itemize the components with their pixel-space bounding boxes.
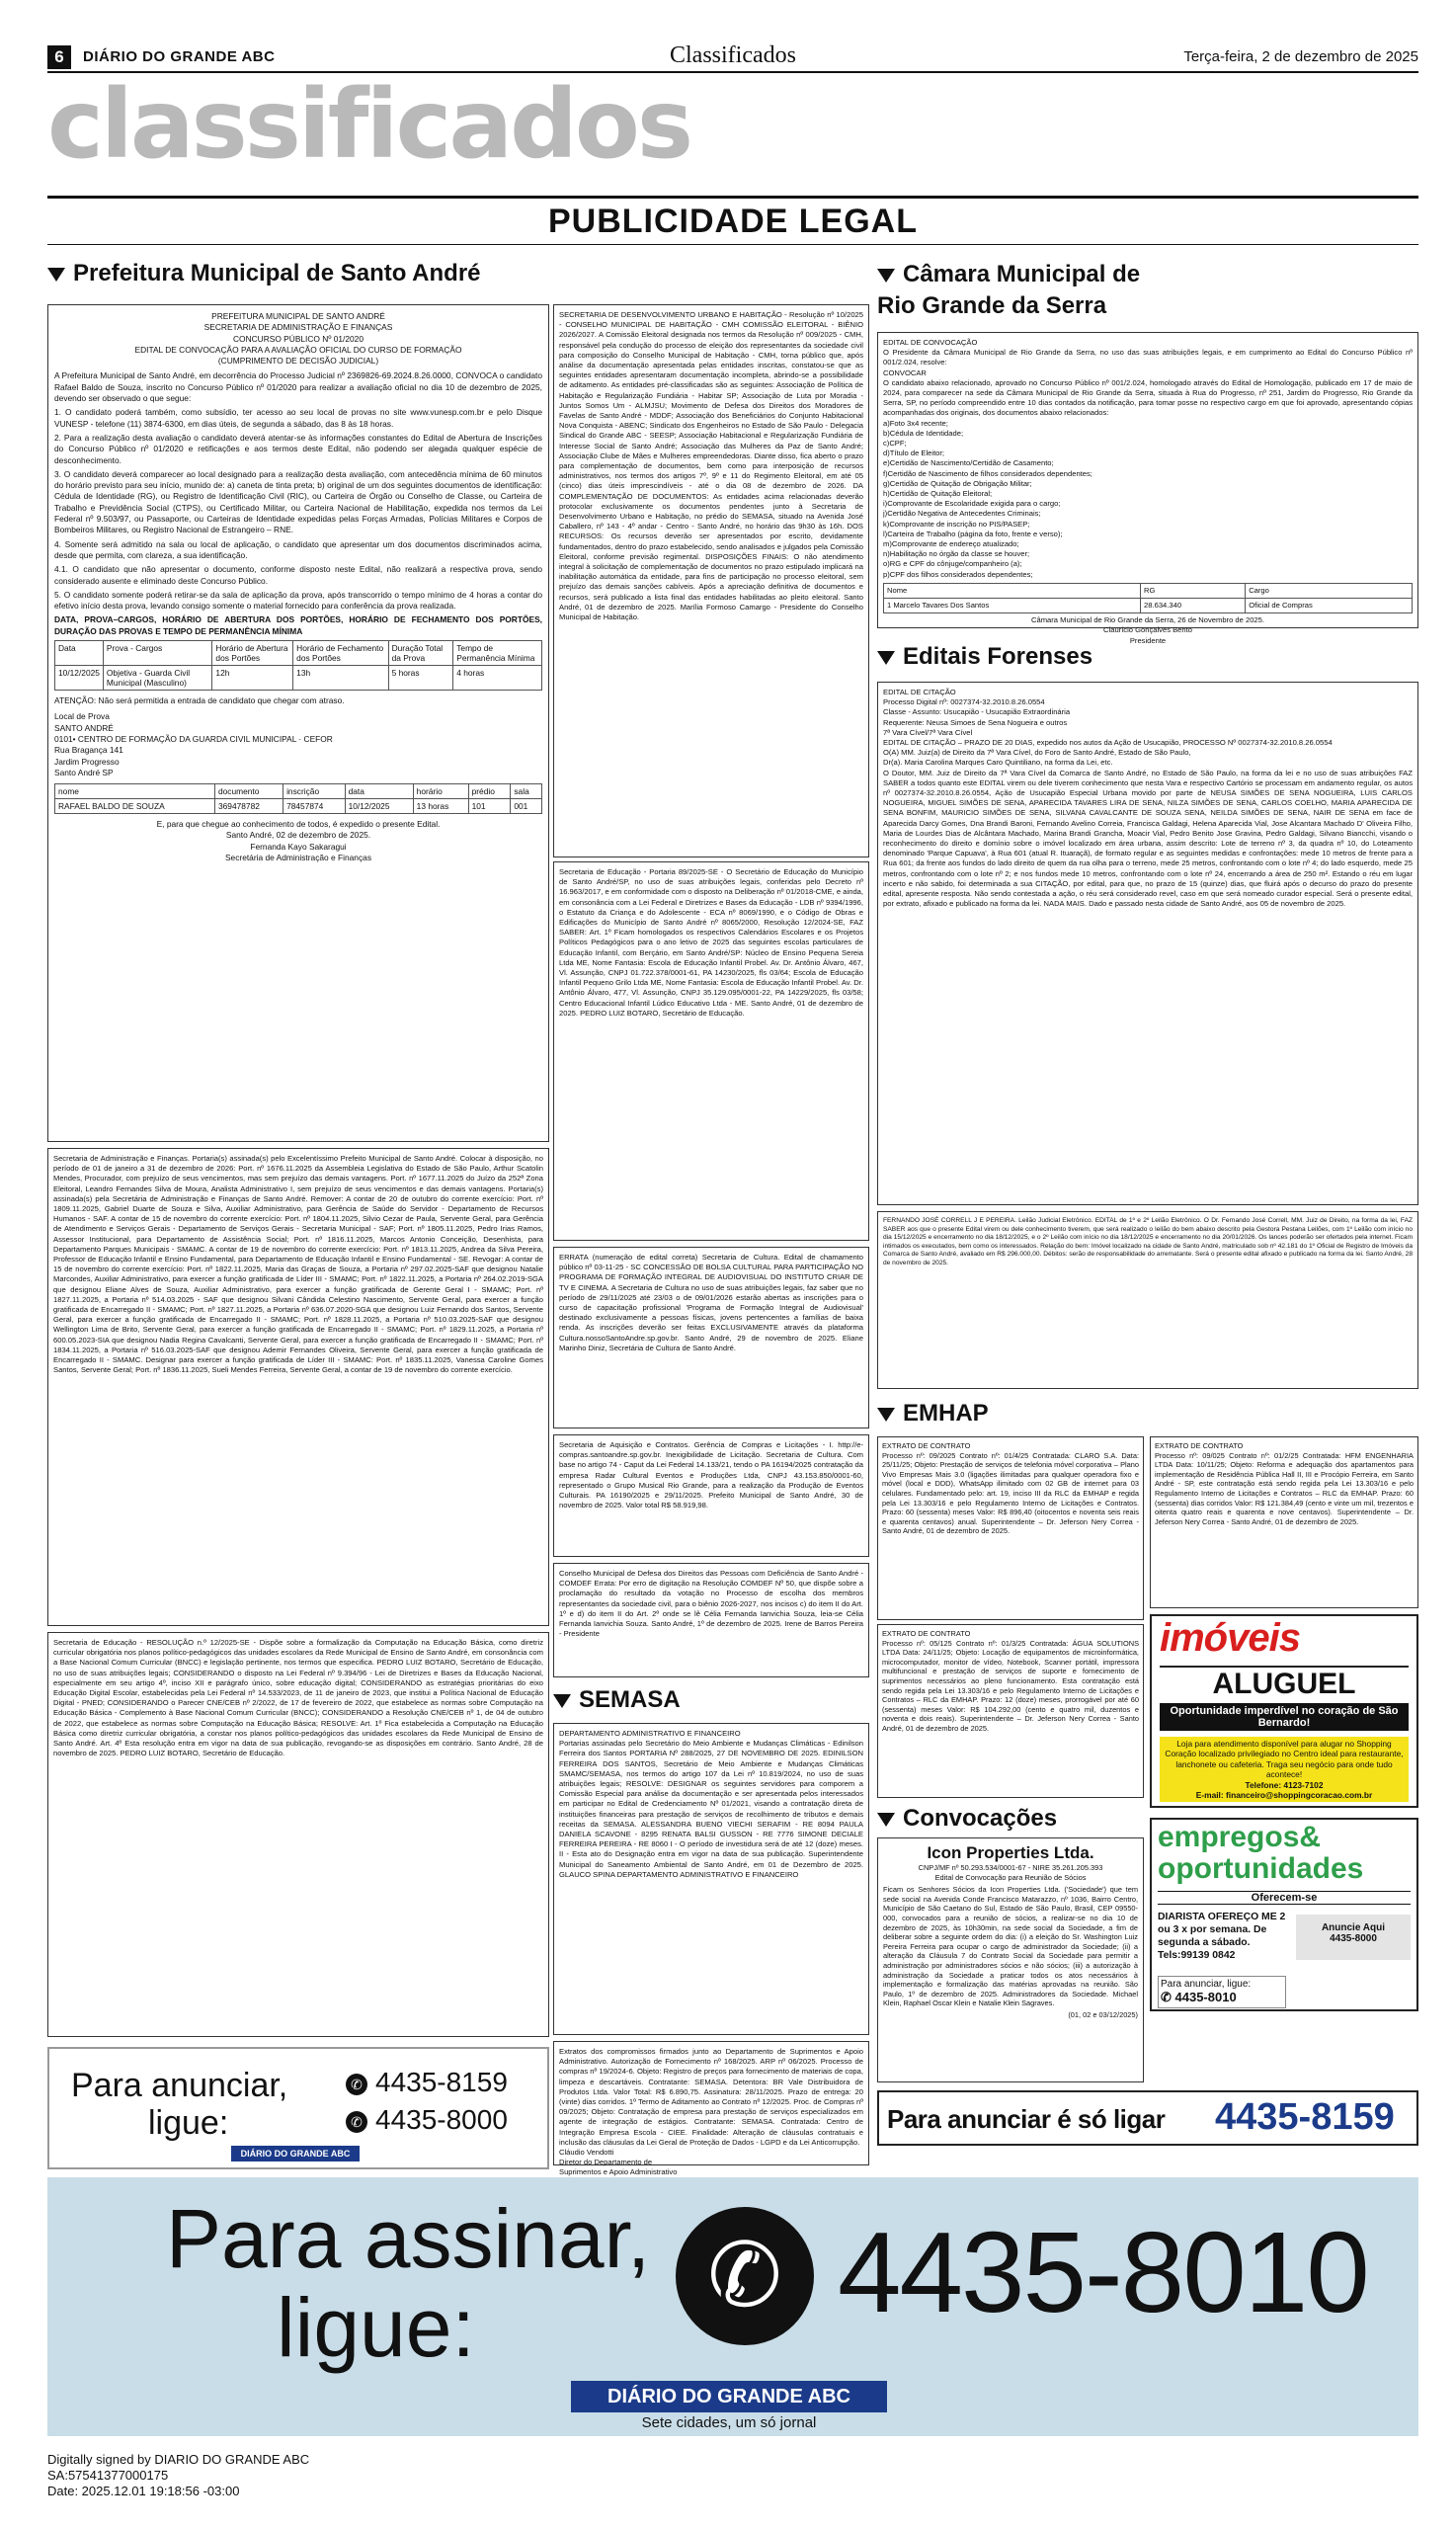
- table-cell: 78457874: [283, 799, 346, 814]
- emhap-contract-1: EXTRATO DE CONTRATO Processo nº: 09/2025 Contrato nº: 01/4/25 Contratada: CLARO S.A. Data: 25/11/25; Objeto: Prestação de serviços de telefonia móvel corporativa – Plano Vivo Empresas Mais 3.0 (ligações ilimitadas para qualquer operadora fixo e móvel (local e DDD), WhatsApp ilimitado com 02 GB de internet para 03 celulares. Fundamentado pelo: art. 19, inciso III da RLC da EMHAP e regida pela Lei 13.303/16 e pelo Regulamento Interno de Licitações e Contratos. Prazo: 60 (sessenta) meses Valor: R$ 896,40 (oitocentos e noventa seis reais e quarenta centavos) anual. Superintendente – Dr. Jeferson Nery Correa - Santo André, 01 de dezembro de 2025.: [877, 1436, 1144, 1620]
- bar-text: Para anunciar é só ligar: [887, 2104, 1166, 2134]
- table-header: horário: [413, 784, 468, 799]
- dga-slogan: Sete cidades, um só jornal: [641, 2414, 817, 2431]
- atencao-note: ATENÇÃO: Não será permitida a entrada de candidato que chegar com atraso.: [54, 695, 345, 706]
- edital-paragraph: A Prefeitura Municipal de Santo André, em decorrência do Processo Judicial nº 2369826-69.2024.8.26.0000, CONVOCA o candidato Rafael Baldo de Souza, inscrito no Concurso Público nº 01/2020 para realizar a avaliação oficial no dia 10 de dezembro de 2025, devendo ser observado o que segue:: [54, 370, 542, 404]
- phone-icon: ✆: [1161, 1990, 1175, 2004]
- table-cell: RAFAEL BALDO DE SOUZA: [55, 799, 215, 814]
- rgs-heading-line: Rio Grande da Serra: [877, 292, 1107, 319]
- anuncie-aqui-box: [1296, 1915, 1411, 1960]
- empregos-ad: [1150, 1818, 1418, 2011]
- edital-paragraph: 4.1. O candidato que não apresentar o documento, conforme disposto neste Edital, não realizará a respectiva prova, sendo considerado ausente e eliminado deste Concurso Público.: [54, 564, 542, 586]
- edital-leilao-box: FERNANDO JOSÉ CORRELL J E PEREIRA. Leilão Judicial Eletrônico. EDITAL de 1º e 2º Leilão Eletrônico. O Dr. Fernando José Correll, MM. Juiz de Direito, na forma da lei, FAZ SABER aos que o presente Edital virem ou dele conhecimento tiverem, que será realizado o leilão do bem abaixo descrito pela Gestora Pestana Leilões, com 1º Leilão com início no dia 15/12/2025 e encerramento no dia 18/12/2025, e o 2º Leilão com início no dia 18/12/2025 e encerramento no dia 20/01/2026. Os lances poderão ser ofertados pela internet. Ficam intimados os executados, bem como os interessados. Relação do bem: Imóvel localizado na cidade de Santo André, matriculado sob nº 42.181 do 1º Oficial de Registro de Imóveis da Comarca de Santo André, avaliado em R$ 296.000,00. Débitos: serão de responsabilidade do arrematante. Será o presente edital afixado e publicado na forma da lei. Santo André, 28 de novembro de 2025.: [877, 1211, 1418, 1389]
- table-header: Data: [55, 641, 104, 666]
- triangle-icon: [47, 268, 65, 282]
- assinar-ad: [47, 2177, 1418, 2436]
- santo-andre-heading: [47, 259, 561, 288]
- table-cell: 101: [468, 799, 511, 814]
- anuncie-aqui-label: Anuncie Aqui: [1321, 1922, 1386, 1933]
- rgs-signature: Câmara Municipal de Rio Grande da Serra, 26 de Novembro de 2025. Claurício Gonçalves Bento Presidente: [1031, 615, 1264, 645]
- digital-signature: Digitally signed by DIARIO DO GRANDE ABC SA:57541377000175 Date: 2025.12.01 19:18:56 -03:00: [47, 2452, 310, 2498]
- imoveis-ad: [1150, 1614, 1418, 1808]
- triangle-icon: [877, 1408, 895, 1422]
- emhap-contract-3: EXTRATO DE CONTRATO Processo nº: 05/125 Contrato nº: 01/3/25 Contratada: ÁGUA SOLUTIONS LTDA Data: 24/11/25; Objeto: Locação de equipamentos de microinformática, microcomputador, monitor de vídeo, Notebook, Scanner portátil, impressora multifuncional e prestação de serviços de suporte e fornecimento de suprimentos necessários ao pleno funcionamento. Esta contratação está sendo regida pela Lei 13.303/16 e pelo Regulamento Interno de Licitações e Contratos – RLC da EMHAP. Prazo: 12 (doze) meses, prorrogável por até 60 (sessenta) meses Valor: R$ 104.292,00 (cento e quatro mil, duzentos e noventa e dois reais). Superintendente – Dr. Jeferson Nery Correa - Santo André, 01 de dezembro de 2025.: [877, 1624, 1144, 1798]
- issue-date: Terça-feira, 2 de dezembro de 2025: [1183, 48, 1418, 65]
- rgs-edital-box: [877, 332, 1418, 645]
- ad-text-line: Para anunciar,: [71, 2067, 288, 2104]
- table-header: Horário de Abertura dos Portões: [212, 641, 293, 666]
- licitacao-box: Secretaria de Aquisição e Contratos. Gerência de Compras e Licitações - I. http://e-compras.santoandre.sp.gov.br. Inexigibilidade de Licitação. Secretaria de Cultura. Com base no artigo 74 - Caput da Lei Federal 14.133/21, tendo o PA 16194/2025 contratação da empresa Radar Cultural Eventos e Produções Ltda, CNPJ 43.153.850/0001-60, representado o Grupo Musical Rio Grande, para a realização da Produção de Eventos Culturais. PA 16190/2025 e 29/11/2025. Prefeito Municipal de Santo André, 30 de novembro de 2025. Valor total R$ 58.919,98.: [553, 1434, 869, 1557]
- convocacoes-heading-text: Convocações: [903, 1805, 1058, 1832]
- section-banner: PUBLICIDADE LEGAL: [47, 196, 1418, 245]
- table-cell: 1 Marcelo Tavares Dos Santos: [884, 599, 1141, 613]
- errata-cultura-box: ERRATA (numeração de edital correta) Secretaria de Cultura. Edital de chamamento público nº 03-11-25 - SC CONCESSÃO DE BOLSA CULTURAL PARA PARTICIPAÇÃO NO PROGRAMA DE FORMAÇÃO INTEGRAL DE AUDIOVISUAL DO INSTITUTO CRIAR DE TV E CINEMA. A Secretaria de Cultura no uso de suas atribuições legais, faz saber que no período de 29/11/2025 até 23/03 o de 09/01/2026 estarão abertas as inscrições para o curso de capacitação profissional 'Programa de Formação Integral de Audiovisual' destinado exclusivamente a pessoas físicas, jovens pertencentes a famílias de baixa renda. As inscrições deverão ser feitas EXCLUSIVAMENTE através da plataforma Cultura.nossoSantoAndre.sp.gov.br. Santo André, 29 de novembro de 2025. Eliane Marinho Diniz, Secretária de Cultura de Santo André.: [553, 1247, 869, 1428]
- table-cell: 5 horas: [388, 666, 453, 691]
- imoveis-label: imóveis: [1160, 1616, 1300, 1660]
- publication-dates: (01, 02 e 03/12/2025): [1068, 2009, 1138, 2019]
- assinar-line: Para assinar,: [166, 2192, 651, 2285]
- section-name: Classificados: [670, 42, 796, 68]
- table-header: documento: [214, 784, 283, 799]
- phone-icon: ✆: [346, 2111, 367, 2133]
- table-cell: 4 horas: [453, 666, 542, 691]
- rgs-heading: [877, 259, 1418, 322]
- company-name: Icon Properties Ltda.: [927, 1843, 1094, 1862]
- aluguel-label: ALUGUEL: [1160, 1666, 1409, 1701]
- bar-phone: 4435-8159: [1215, 2096, 1395, 2138]
- table-cell: 10/12/2025: [55, 666, 104, 691]
- table-cell: 10/12/2025: [345, 799, 413, 814]
- emhap-contract-2: EXTRATO DE CONTRATO Processo nº: 09/025 Contrato nº: 01/2/25 Contratada: HFM ENGENHARIA LTDA Data: 10/11/25; Objeto: Reforma e adequação dos apartamentos para implementação de Residência Pública Hall II, III e Procópio Ferreira, em Santo André - SP, este contratação está sendo regida pela Lei 13.303/16 e pelo Regulamento Interno de Licitações e Contratos – RLC da EMHAP. Prazo: 60 (sessenta) dias corridos Valor: R$ 121.384,49 (cento e vinte um mil, trezentos e oitenta quatro reais e quarenta e nove centavos). Superintendente – Dr. Jeferson Nery Correa - Santo André, 01 de dezembro de 2025.: [1150, 1436, 1418, 1608]
- assinar-phone: 4435-8010: [838, 2208, 1368, 2336]
- anuncie-aqui-phone: 4435-8000: [1330, 1933, 1377, 1944]
- edital-citacao-box: EDITAL DE CITAÇÃO Processo Digital nº: 0027374-32.2010.8.26.0554 Classe - Assunto: Usucapião - Usucapião Extraordinária Requerente: Neusa Simoes de Sena Nogueira e outros 7ª Vara Cível/7ª Vara Cível EDITAL DE CITAÇÃO – PRAZO DE 20 DIAS, expedido nos autos da Ação de Usucapião, PROCESSO Nº 0027374-32.2010.8.26.0554 O(A) MM. Juiz(a) de Direito da 7ª Vara Cível, do Foro de Santo André, Estado de São Paulo, Dr(a). Maria Carolina Marques Caro Quintiliano, na forma da Lei, etc. O Doutor, MM. Juiz de Direito da 7ª Vara Cível da Comarca de Santo André, no Estado de São Paulo, na forma da lei e no uso de suas atribuições FAZ SABER a todos quanto este EDITAL virem ou dele tiverem conhecimento que nesta Vara e respectivo Cartório se processam em andamento regular, os autos nº 0027374-32.2010.8.26.0554, Ação de Usucapião Especial Urbana movido por parte de NEUSA SIMÕES DE SENA NOGUEIRA, LUIS CARLOS NOGUEIRA, MIGUEL SIMÕES DE SENA, APARECIDA TAVARES LIRA DE SENA, NILZA SIMÕES DE SENA, CARLOS COELHO, MARIA APARECIDA DE SENA BONFIM, MAURICIO SIMÕES DE SENA, SILVANA CAVALCANTE DE SOUZA SENA, NEILDA SIMÕES DE SENA, NAIR DE SENA em face de Aparecida Darcy Gomes, Dna Brandi Baroni, Fernando Avelino Correia, Francisca Galdagi, Helena Aparecida Vial, Jose Alcantara Machado D' Oliveira Filho, Maria de Lourdes Dias de Alcântara Machado, Marina Brandi Grancha, Moacir Vial, Pedro Benito Jose Gravina, Pedro Galdagi, Silvano Biancchi, visando o reconhecimento do direito e domínio sobre o imóvel localizado em área urbana, assim descrito: Lote de terreno nº 3, da quadra nº 10, do Loteamento denominado 'Parque Capuava', à Rua 601 (atual R. Ituaraçã), de formato regular e as seguintes medidas e confrontações: mede 10 metros de frente para a Rua 601; da frente aos fundos do lado direito de quem da rua olha para o terreno, mede 25 metros, confrontando com o lote nº 4; do lado esquerdo, mede 25 metros, confrontando com o lote nº 2; e nos fundos mede 10 metros, confrontando com o lote nº 24, encerrando a área de 250 m². Estando o réu em lugar incerto e não sabido, foi determinada a sua CITAÇÃO, por edital, para que, no prazo de 15 (quinze) dias, que fluirá após o decurso do prazo do presente edital, apresente resposta. Não sendo contestada a ação, o réu será considerado revel, caso em que será nomeado curador especial. Será o presente edital, por extrato, afixado e publicado na forma da lei. NADA MAIS. Dado e passado nesta cidade de Santo André, aos 05 de novembro de 2025.: [877, 682, 1418, 1205]
- loja-email: E-mail: financeiro@shoppingcoracao.com.br: [1195, 1790, 1373, 1801]
- newspaper-name: DIÁRIO DO GRANDE ABC: [83, 48, 276, 65]
- santo-andre-heading-text: Prefeitura Municipal de Santo André: [73, 260, 481, 286]
- habitacao-box: SECRETARIA DE DESENVOLVIMENTO URBANO E HABITAÇÃO - Resolução nº 10/2025 - CONSELHO MUNICIPAL DE HABITAÇÃO - CMH COMISSÃO ELEITORAL - BIÊNIO 2026/2027. A Comissão Eleitoral designada nos termos da Resolução nº 009/2025 - CMH, responsável pela condução do processo de eleição dos representantes da sociedade civil para composição do Conselho Municipal de Habitação - CMH, torna público que, após análise da documentação apresentada pelas entidades inscritas, constatou-se que as seguintes entidades apresentaram documentação incompleta, abrindo-se a possibilidade de aditamento. As entidades pré-classificadas são as seguintes: Associação de Política de Habitação e Regularização Fundiária - Habitar SP; Associação de Luta por Moradia - Juntos Somos Um - ALMJSU; Movimento de Defesa dos Direitos dos Moradores de Favelas de Santo André - MDDF; Associação dos Beneficiários do Conjunto Habitacional Nova Conquista - ABENC; Sindicato dos Engenheiros no Estado de São Paulo - Delegacia Sindical do Grande ABC - SEESP; Associação Habitacional e Regularização Fundiária de Interesse Social de Santo André; Associação das Mulheres da Paz de Santo André; Associação Clube de Mães e Mulheres empreendedoras. Diante disso, fica aberto o prazo para complementação de documentos, bem como para interposição de recursos administrativos, nos termos dos artigos 7º, 9º e 11 do Regimento Eleitoral, em até 05 (cinco) dias úteis imprescindíveis - até o dia 08 de dezembro de 2026. DA COMPLEMENTAÇÃO DE DOCUMENTOS: As entidades acima relacionadas deverão protocolar exclusivamente os documentos pendentes junto à Secretaria de Desenvolvimento Urbano e Habitação, no prédio do SEMASA, situado na Avenida José Caballero, nº 143 - 4º andar - Centro - Santo André, no horário das 9h30 às 16h. DOS RECURSOS: Os recursos deverão ser apresentados por escrito, devidamente fundamentados, dentro do prazo estabelecido, sendo analisados e julgados pela Comissão Eleitoral, conforme previsão regimental. DISPOSIÇÕES FINAIS: O não atendimento integral à solicitação de complementação de documentos no prazo estipulado implicará na inabilitação automática da entidade, para fins de participação no processo eleitoral, sem prejuízo das demais sanções cabíveis. Após a apreciação definitiva de documentos e recursos, será publicado a lista final das entidades habilitadas ao pleito eleitoral. Santo André, 01 de dezembro de 2025. Marília Formoso Camargo - Presidente do Conselho Municipal de Habitação.: [553, 304, 869, 857]
- oportunidade-banner: Oportunidade imperdível no coração de São Bernardo!: [1160, 1703, 1409, 1731]
- table-header: Prova - Cargos: [103, 641, 212, 666]
- semasa-heading: [553, 1685, 869, 1715]
- table-row: [884, 599, 1413, 613]
- edital-paragraph: 2. Para a realização desta avaliação o candidato deverá atentar-se às informações constantes do Edital de Abertura de Inscrições do Concurso Público nº 01/2020 e retificações e aos termos deste Edital, não podendo ser alegada qualquer espécie de desconhecimento.: [54, 432, 542, 465]
- loja-text: Loja para atendimento disponível para alugar no Shopping Coração localizado privilegiado no Centro ideal para restaurante, lanchonete ou cafeteria. Traga seu negócio para onde tudo acontece!: [1165, 1739, 1404, 1780]
- editais-forenses-heading: [877, 642, 1418, 672]
- table-header: nome: [55, 784, 215, 799]
- semasa-heading-text: SEMASA: [579, 1686, 681, 1713]
- table-header: Nome: [884, 583, 1141, 598]
- ad-phone: 4435-8000: [375, 2104, 508, 2135]
- anunciar-bar-ad: [877, 2090, 1418, 2146]
- para-anunciar-small: [1158, 1976, 1286, 2008]
- ad-phone: 4435-8159: [375, 2067, 508, 2097]
- dga-logo: DIÁRIO DO GRANDE ABC: [571, 2381, 887, 2412]
- table-row: [55, 666, 542, 691]
- diarista-ad: DIARISTA OFEREÇO ME 2 ou 3 x por semana. De segunda a sábado. Tels:99139 0842: [1158, 1912, 1286, 1961]
- page-number: 6: [47, 45, 71, 69]
- convocacoes-heading: [877, 1804, 1144, 1834]
- phone-icon: ✆: [346, 2074, 367, 2095]
- edital-closing: E, para que chegue ao conhecimento de todos, é expedido o presente Edital. Santo André, 02 de dezembro de 2025. Fernanda Kayo Sakaragui Secretária de Administração e Finanças: [156, 819, 441, 862]
- candidate-table: [54, 783, 542, 814]
- table-cell: Objetiva - Guarda Civil Municipal (Masculino): [103, 666, 212, 691]
- educacao-resolucao-box: Secretaria de Educação - RESOLUÇÃO n.º 12/2025-SE - Dispõe sobre a formalização da Computação na Educação Básica, como diretriz curricular obrigatória nos planos político-pedagógicos das unidades escolares da Rede Municipal de Ensino de Santo André, em consonância com a Base Nacional Comum Curricular (BNCC) e legislação pertinente, nos termos que especifica. PEDRO LUIZ BOTARO, Secretário de Educação, no uso de suas atribuições legais; CONSIDERANDO o disposto na Lei Federal nº 9.394/96 - Lei de Diretrizes e Bases da Educação Nacional, especialmente em seu artigo 4º, inciso XII e parágrafo único, sobre educação digital; CONSIDERANDO as estratégias prioritárias do eixo Educação Digital Escolar, estabelecidas pela Lei Federal nº 14.533/2023, de 11 de janeiro de 2023, que institui a Política Nacional de Educação Digital - PNED; CONSIDERANDO o Parecer CNE/CEB nº 2/2022, de 17 de fevereiro de 2022, que estabelece as normas sobre Computação na Educação Básica - Complemento à Base Nacional Comum Curricular (BNCC); CONSIDERANDO a Resolução CNE/CEB nº 1, de 04 de outubro de 2022, que estabelece as normas sobre Computação na Educação Básica; RESOLVE: Art. 1º Fica estabelecida a Computação na Educação Básica como diretriz curricular obrigatória, a constar nos planos político-pedagógicos das unidades escolares da Rede Municipal de Ensino de Santo André. Art. 4º Esta resolução entra em vigor na data de sua publicação, revogando-se as disposições em contrário. Santo André, 28 de novembro de 2025. PEDRO LUIZ BOTARO, Secretário de Educação.: [47, 1632, 549, 2037]
- table-header: data: [345, 784, 413, 799]
- ad-phone-row: [346, 2104, 508, 2136]
- empregos-label: empregos&: [1158, 1821, 1322, 1853]
- ad-phone-row: [346, 2067, 508, 2098]
- loja-info: [1160, 1737, 1409, 1802]
- emhap-heading: [877, 1399, 1418, 1428]
- triangle-icon: [877, 269, 895, 283]
- triangle-icon: [553, 1694, 571, 1708]
- table-cell: 001: [511, 799, 542, 814]
- table-header: RG: [1141, 583, 1246, 598]
- table-cell: 28.634.340: [1141, 599, 1246, 613]
- anunciar-ad-left: [47, 2047, 549, 2169]
- admin-portarias-box: Secretaria de Administração e Finanças. Portaria(s) assinada(s) pelo Excelentíssimo Prefeito Municipal de Santo André. Colocar à disposição, no período de 01 de janeiro a 31 de dezembro de 2026: Port. nº 1676.11.2025 da Assembleia Legislativa do Estado de São Paulo, Arthur Scatolin Mendes, Procurador, com prejuízo de seus vencimentos, mas sem prejuízo das demais vantagens. Port. nº 1677.11.2025 do Juízo da 252ª Zona Eleitoral, Leandro Fernandes Silva de Moura, Analista Administrativo I, sem prejuízo de seus vencimentos e das demais vantagens. Portaria(s) assinada(s) pela Secretária de Administração e Finanças de Santo André. Remover: A contar de 20 de outubro do corrente exercício: Port. nº 1809.11.2025, Gabriel Duarte de Souza e Silva, Auxiliar Administrativo, para Gerência de Saúde do Servidor - Departamento de Recursos Humanos - SAF. A contar de 15 de novembro do corrente exercício: Port. nº 1804.11.2025, Silvio Cezar de Paula, Servente Geral, para Gerência de Atendimento e Serviços Gerais - Departamento de Serviços Gerais - Secretaria Municipal - SAF; Port. nº 1805.11.2025, Pedro Irias Ramos, Assessor Institucional, para Departamento de Assistência Social; Port. nº 1816.11.2025, Marcos Antonio Conceição, Desenhista, para Departamento Parques Municipais - SMAMC. A contar de 19 de novembro do corrente exercício: Port. nº 1813.11.2025, Andrea da Silva Pereira, Professor de Educação Infantil e Ensino Fundamental, para Departamento de Educação Infantil e Ensino Fundamental - SE. Revogar: A contar de 15 de novembro do corrente exercício: Port. nº 1822.11.2025, Maria das Graças de Souza, a Portaria nº 297.02.2025-SAF que designou Natalie Marcondes, Auxiliar Administrativo, para exercer a função gratificada de Líder III - SMAMC; Port. nº 1822.11.2025, a Portaria nº 264.02.2019-SGA que designou Eliane Alves de Souza, Auxiliar Administrativo, para exercer a função gratificada de Gerente Geral I - SMAMC; Port. nº 1827.11.2025, a Portaria nº 514.03.2025 - SAF que designou Silvani Cândida Celestino Nascimento, Servente Geral, para exercer a função gratificada de Encarregado II - SMAMC; Port. nº 1827.11.2025, a Portaria nº 636.07.2020-SGA que designou Luiz Fernando dos Santos, Servente Geral, para exercer a função gratificada de Encarregado II - SMAMC; Port. nº 1828.11.2025, a Portaria nº 510.03.2025-SAF que designou Wellington Lima de Brito, Servente Geral, para exercer a função gratificada de Encarregado II - SMAMC; Port. nº 1829.11.2025, a Portaria nº 600.05.2023-SIA que designou Nadia Regina Cavalcanti, Servente Geral, para exercer a função gratificada de Encarregado II - SMAMC; Port. nº 1834.11.2025, a Portaria nº 516.03.2025-SAF que designou Ademir Fernandes Oliveira, Servente Geral, para exercer a função gratificada de Encarregado II - SMAMC. Designar para exercer a função gratificada de Líder III - SMAMC: Port. nº 1835.11.2025, Vanessa Caroline Gomes Santos, Servente Geral; Port. nº 1836.11.2025, Sueli Mendes Ferreira, Servente Geral, a contar de 19 de novembro do corrente exercício.: [47, 1148, 549, 1626]
- emhap-heading-text: EMHAP: [903, 1400, 989, 1427]
- oportunidades-label: oportunidades: [1158, 1852, 1364, 1885]
- company-cnpj: CNPJ/MF nº 50.293.534/0001-67 - NIRE 35.261.205.393 Edital de Convocação para Reunião de Sócios: [918, 1863, 1103, 1882]
- dga-logo: DIÁRIO DO GRANDE ABC: [231, 2146, 360, 2162]
- para-anunciar-label: Para anunciar, ligue:: [1161, 1979, 1252, 1990]
- convocacao-text: Ficam os Senhores Sócios da Icon Properties Ltda. ('Sociedade') que tem sede social na Avenida Conde Francisco Matarazzo, nº 1036, Bairro Centro, Município de São Caetano do Sul, Estado de São Paulo, Brasil, CEP 09550-000, convocados para a reunião de sócios, a realizar-se no dia 10 de dezembro de 2025, às 10h30min, na sede social da Sociedade, a fim de deliberar sobre a seguinte ordem do dia: (i) a eleição do Sr. Washington Luiz Pereira Ferreira para ocupar o cargo de administrador da Sociedade; (ii) a alteração da Cláusula 7 do Contrato Social da Sociedade para permitir a administração por administradores sócios e não sócios; (iii) a autorização à administração da Sociedade a praticar todos os atos necessários à implementação e formalização das matérias aprovadas na reunião. São Paulo, 1º de dezembro de 2025. Administradores da Sociedade. Michael Klein, Raphael Oscar Klein e Natalie Klein Sagraves.: [883, 1885, 1138, 2008]
- loja-phone: Telefone: 4123-7102: [1245, 1779, 1324, 1790]
- table-header: inscrição: [283, 784, 346, 799]
- table-cell: Oficial de Compras: [1246, 599, 1413, 613]
- table-row: [55, 799, 542, 814]
- table-header: sala: [511, 784, 542, 799]
- conselho-comdef-box: Conselho Municipal de Defesa dos Direitos das Pessoas com Deficiência de Santo André - COMDEF Errata: Por erro de digitação na Resolução COMDEF Nº 50, que dispõe sobre a proclamação do resultado da votação no Processo de escolha dos membros representantes da sociedade civil, para o biênio 2026-2027, nos incisos c) do item II do Art. 1º e d) do item II do Art. 2º onde se lê Célia Fernanda Ianvichia Souza, leia-se Célia Fernanda Ianvichia Souza. Santo André, 1º de dezembro de 2025. Irene de Barros Pereira - Presidente: [553, 1563, 869, 1677]
- rgs-heading-line: Câmara Municipal de: [903, 261, 1141, 287]
- edital-paragraph: 4. Somente será admitido na sala ou local de aplicação, o candidato que apresentar um dos documentos discriminados acima, desde que permita, com clareza, a sua identificação.: [54, 538, 542, 560]
- edital-paragraph: 5. O candidato somente poderá retirar-se da sala de aplicação da prova, após transcorrido o tempo mínimo de 4 horas a contar do efetivo início desta prova, levando consigo somente o material fornecido para conferência da prova realizada.: [54, 589, 542, 612]
- phone-icon: ✆: [676, 2207, 814, 2345]
- table-title: DATA, PROVA–CARGOS, HORÁRIO DE ABERTURA DOS PORTÕES, HORÁRIO DE FECHAMENTO DOS PORTÕES, DURAÇÃO DAS PROVAS E TEMPO DE PERMANÊNCIA MÍNIMA: [54, 614, 542, 636]
- table-cell: 369478782: [214, 799, 283, 814]
- table-cell: 13h: [293, 666, 388, 691]
- table-header: Duração Total da Prova: [388, 641, 453, 666]
- rgs-table: [883, 583, 1413, 613]
- edital-paragraph: 3. O candidato deverá comparecer ao local designado para a realização desta avaliação, com antecedência mínima de 60 minutos do horário previsto para seu início, munido de: a) caneta de tinta preta; b) original de um dos seguintes documentos de identificação: Cédula de Identidade (RG), ou Registro de Identificação Civil (RIC), ou Carteira de Órgão ou Conselho de Classe, ou Carteira de Trabalho e Previdência Social (CTPS), ou Certificado Militar, ou Carteira Nacional de Habilitação, expedida nos termos da Lei Federal nº 9.503/97, ou Passaporte, ou Carteiras de Identidade expedidas pelas Forças Armadas, Polícias Militares e Corpos de Bombeiros Militares, ou Registro Nacional de Estrangeiro – RNE.: [54, 468, 542, 535]
- edital-head: PREFEITURA MUNICIPAL DE SANTO ANDRÉ SECRETARIA DE ADMINISTRAÇÃO E FINANÇAS CONCURSO PÚBLICO Nº 01/2020 EDITAL DE CONVOCAÇÃO PARA A AVALIAÇÃO OFICIAL DO CURSO DE FORMAÇÃO (CUMPRIMENTO DE DECISÃO JUDICIAL): [134, 311, 462, 367]
- edital-convocacao-box: [47, 304, 549, 1142]
- oferecem-se: Oferecem-se: [1158, 1891, 1411, 1905]
- ad-text-line: ligue:: [148, 2104, 229, 2142]
- triangle-icon: [877, 651, 895, 665]
- table-header: Horário de Fechamento dos Portões: [293, 641, 388, 666]
- table-cell: 13 horas: [413, 799, 468, 814]
- icon-properties-box: [877, 1837, 1144, 2082]
- table-header: Tempo de Permanência Mínima: [453, 641, 542, 666]
- edital-paragraph: 1. O candidato poderá também, como subsídio, ter acesso ao seu local de provas no site www.vunesp.com.br e pelo Disque VUNESP - telefone (11) 3874-6300, em dias úteis, de segunda a sábado, das 8 às 18 horas.: [54, 407, 542, 429]
- small-phone: 4435-8010: [1174, 1990, 1237, 2004]
- triangle-icon: [877, 1813, 895, 1827]
- table-header: prédio: [468, 784, 511, 799]
- editais-heading-text: Editais Forenses: [903, 643, 1093, 670]
- table-cell: 12h: [212, 666, 293, 691]
- rgs-text: EDITAL DE CONVOCAÇÃO O Presidente da Câmara Municipal de Rio Grande da Serra, no uso das suas atribuições legais, e em cumprimento ao Edital do Concurso Público nº 001/2.024, resolve: CONVOCAR O candidato abaixo relacionado, aprovado no Concurso Público nº 001/2.024, homologado através do Edital de Homologação, publicado em 17 de maio de 2024, para comparecer na sede da Câmara Municipal de Rio Grande da Serra, situada à Rua do Progresso, nº 251, Jardim do Progresso, Rio Grande da Serra, SP, no período compreendido entre 10 dias contados da notificação, para tomar posse no respectivo cargo em que foi aprovado, apresentando cópias acompanhadas dos originais, dos documentos abaixo relacionados: a)Foto 3x4 recente; b)Cédula de Identidade; c)CPF; d)Título de Eleitor; e)Certidão de Nascimento/Certidão de Casamento; f)Certidão de Nascimento de filhos considerados dependentes; g)Certidão de Quitação de Obrigação Militar; h)Certidão de Quitação Eleitoral; i)Comprovante de Escolaridade exigida para o cargo; j)Certidão Negativa de Antecedentes Criminais; k)Comprovante de inscrição no PIS/PASEP; l)Carteira de Trabalho (página da foto, frente e verso); m)Comprovante de endereço atualizado; n)Habilitação no órgão da classe se houver; o)RG e CPF do cônjuge/companheiro (a); p)CPF dos filhos considerados dependentes;: [883, 338, 1413, 579]
- assinar-line: ligue:: [277, 2281, 475, 2374]
- local-de-prova: Local de Prova SANTO ANDRÉ 0101• CENTRO DE FORMAÇÃO DA GUARDA CIVIL MUNICIPAL · CEFOR Rua Bragança 141 Jardim Progresso Santo André SP: [54, 711, 333, 777]
- masthead-title: classificados: [47, 69, 690, 180]
- extratos-box: Extratos dos compromissos firmados junto ao Departamento de Suprimentos e Apoio Administrativo. Autorização de Fornecimento nº 168/2025. ARP nº 06/2025. Processo de compras nº 19/2024-6. Objeto: Registro de preços para fornecimento de materiais de copa, limpeza e descartáveis. Contratante: SEMASA. Detentora: BR Vale Distribuidora de Produtos Ltda. Valor Total: R$ 6.890,75. Assinatura: 28/11/2025. Prazo de entrega: 20 (vinte) dias corridos. 1º Termo de Aditamento ao Contrato nº 12/2025. Proc. de Compras nº 09/2025; Objeto: Contratação de empresa para prestação de serviços especializados em agente de integração de estágios. Contratante: SEMASA. Contratada: Centro de Integração Empresa Escola - CIEE. Finalidade: Alteração de cláusulas contratuais e inclusão das cláusulas da Lei Geral de Proteção de Dados - LGPD e da Lei Anticorrupção. Cláudio Vendotti Diretor do Departamento de Suprimentos e Apoio Administrativo: [553, 2041, 869, 2165]
- schedule-table: [54, 640, 542, 691]
- educacao-portaria-box: Secretaria de Educação - Portaria 89/2025-SE - O Secretário de Educação do Município de Santo André/SP, no uso de suas atribuições legais, conferidas pelo Decreto nº 16.963/2017, e em conformidade com o disposto na Deliberação nº 01/2018-CME, e ainda, em consonância com a Lei Federal e Diretrizes e Bases da Educação - LDB nº 9394/1996, o Estatuto da Criança e do Adolescente - ECA nº 8069/1990, e o Código de Obras e Edificações do Município de Santo André nº 8065/2000, Resolução 12/2024-SE, FAZ SABER: Art. 1º Ficam homologados os respectivos Calendários Escolares e os Projetos Políticos Pedagógicos para o ano letivo de 2025 das seguintes escolas particulares de Educação Infantil, com Berçário, em Santo André/SP: Núcleo de Ensino Pequena Sereia Ltda ME, Nome Fantasia: Escola de Educação Infantil Probel. Av. Dr. Antônio Álvaro, 467, Vl. Assunção, CNPJ 01.722.378/0001-61, PA 14230/2025, fls 03/64; Escola de Educação Infantil Pequeno Grilo Ltda ME, Nome Fantasia: Escola de Educação Infantil Probel. Av. Dr. Antônio Álvaro, 477, Vl. Assunção, CNPJ 35.129.095/0001-22, PA 14229/2025, fls 03/58; Centro Educacional Infantil Lúdico Educativo Ltda - ME. Santo André, 01 de dezembro de 2025. PEDRO LUIZ BOTARO, Secretário de Educação.: [553, 861, 869, 1241]
- semasa-box: DEPARTAMENTO ADMINISTRATIVO E FINANCEIRO Portarias assinadas pelo Secretário do Meio Ambiente e Mudanças Climáticas - Edinilson Ferreira dos Santos PORTARIA Nº 288/2025, 27 DE NOVEMBRO DE 2025. EDINILSON FERREIRA DOS SANTOS, Secretário de Meio Ambiente e Mudanças Climáticas SMAMC/SEMASA, nos termos do artigo 107 da Lei nº 10.819/2024, no uso de suas atribuições legais; RESOLVE: DESIGNAR os seguintes servidores para comporem a Comissão Especial para análise da documentação e ser apresentada pelos interessados em participar no Edital de Credenciamento Nº 01/2021, visando a contratação direta de instituições financeiras para prestação de serviços de recolhimento de tributos e demais receitas da SEMASA. ALESSANDRA BUENO VIECHI SERAFIM - RE 8094 PAULA DANIELA SCAVONE - 8295 RENATA BALSI GUSSON - RE 7776 SIMONE DECIALE FERREIRA PEREIRA - RE 8060 I - O período de investidura será de até 12 (doze) meses. II - Esta ato do Designação entra em vigor na data de sua publicação. Superintendente Municipal do Saneamento Ambiental de Santo André, em 01 de Dezembro de 2025. GLAUCO SPINA DEPARTAMENTO ADMINISTRATIVO E FINANCEIRO: [553, 1723, 869, 2035]
- table-header: Cargo: [1246, 583, 1413, 598]
